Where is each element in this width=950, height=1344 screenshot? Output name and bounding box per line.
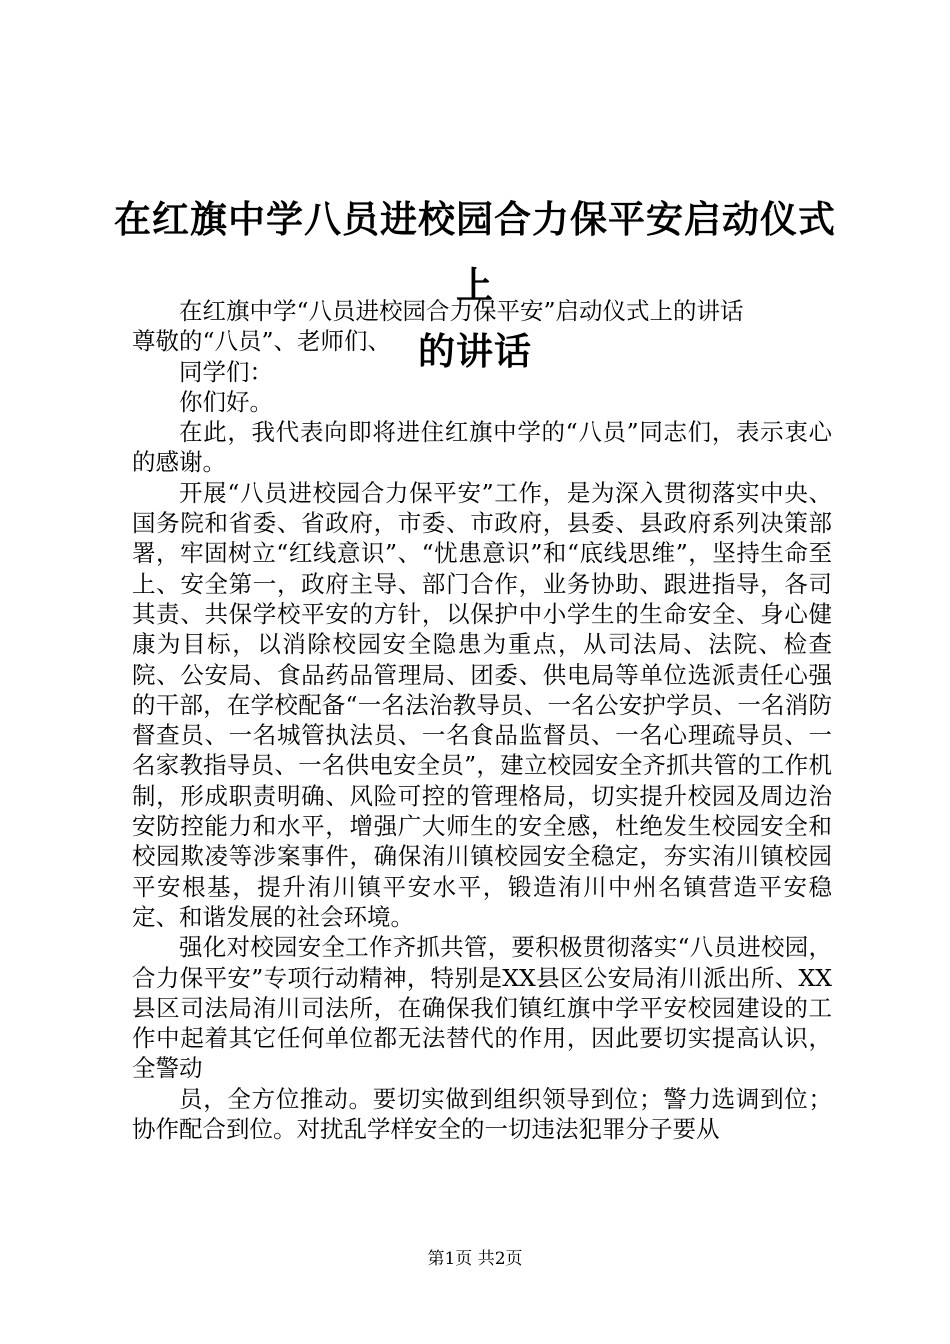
paragraph-body-1: 开展“八员进校园合力保平安”工作，是为深入贯彻落实中央、国务院和省委、省政府，市委、市政府，县委、县政府系列决策部署，牢固树立“红线意识”、“忧患意识”和“底线思维”，坚持生命至上、安全第一，政府主导、部门合作，业务协助、跟进指导，各司其责、共保学校平安的方针，以保护中小学生的生命安全、身心健康为目标，以消除校园安全隐患为重点，从司法局、法院、检查院、公安局、食品药品管理局、团委、供电局等单位选派责任心强的干部，在学校配备“一名法治教导员、一名公安护学员、一名消防督查员、一名城管执法员、一名食品监督员、一名心理疏导员、一名家教指导员、一名供电安全员”，建立校园安全齐抓共管的工作机制，形成职责明确、风险可控的管理格局，切实提升校园及周边治安防控能力和水平，增强广大师生的安全感，杜绝发生校园安全和校园欺凌等涉案事件，确保洧川镇校园安全稳定，夯实洧川镇校园平安根基，提升洧川镇平安水平，锻造洧川中州名镇营造平安稳定、和谐发展的社会环境。 xyxy=(132,478,832,931)
paragraph-body-3: 员，全方位推动。要切实做到组织领导到位；警力选调到位；协作配合到位。对扰乱学样安全的一切违法犯罪分子要从 xyxy=(132,1084,832,1144)
paragraph-greeting: 你们好。 xyxy=(179,387,273,416)
title-line-2: 的讲话 xyxy=(418,329,532,373)
title-line-1: 在红旗中学八员进校园合力保平安启动仪式上 xyxy=(114,197,836,307)
paragraph-body-2: 强化对校园安全工作齐抓共管，要积极贯彻落实“八员进校园，合力保平安”专项行动精神，特别是XX县区公安局洧川派出所、XX县区司法局洧川司法所，在确保我们镇红旗中学平安校园建设的工作中起着其它任何单位都无法替代的作用，因此要切实提高认识，全警动 xyxy=(132,933,832,1083)
paragraph-thanks: 在此，我代表向即将进住红旗中学的“八员”同志们，表示衷心的感谢。 xyxy=(132,418,832,477)
page-number-footer: 第1页 共2页 xyxy=(427,1249,523,1269)
paragraph-students: 同学们： xyxy=(179,357,273,386)
document-body xyxy=(132,296,832,1144)
paragraph-subtitle: 在红旗中学“八员进校园合力保平安”启动仪式上的讲话 xyxy=(179,297,744,325)
paragraph-salutation: 尊敬的“八员”、老师们、 xyxy=(132,327,392,356)
